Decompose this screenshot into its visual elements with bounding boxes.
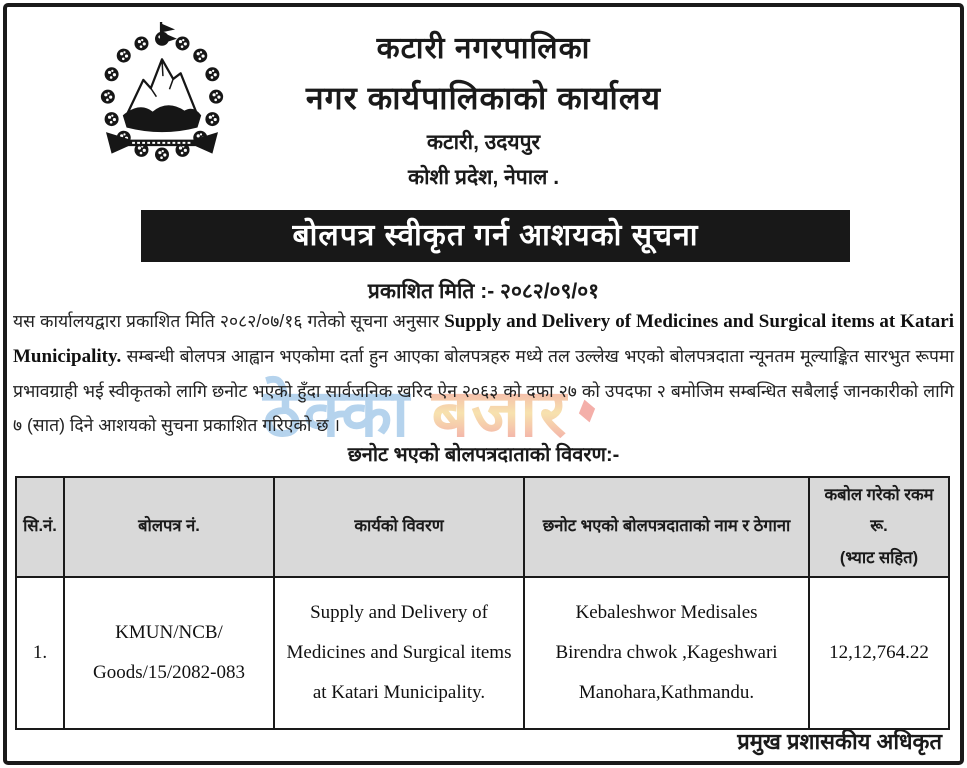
notice-body-paragraph: [13, 304, 954, 442]
bid-no-line1: KMUN/NCB/: [115, 622, 223, 644]
notice-title-banner: [141, 210, 850, 262]
signatory-title: प्रमुख प्रशासकीय अधिकृत: [737, 729, 942, 754]
selected-bidder-table: [15, 476, 950, 730]
bidder-line3: Manohara,Kathmandu.: [578, 681, 755, 703]
bidder-line2: Birendra chwok ,Kageshwari: [555, 642, 778, 664]
header-cell-work: कार्यको विवरण: [274, 477, 524, 577]
header-amount-line1: कबोल गरेको रकम रू.: [824, 486, 934, 536]
municipality-name: कटारी नगरपालिका: [376, 32, 591, 65]
header-cell-bidder: छनोट भएको बोलपत्रदाताको नाम र ठेगाना: [524, 477, 809, 577]
table-row: [16, 577, 949, 729]
cell-sn: 1.: [16, 577, 64, 729]
office-name: नगर कार्यपालिकाको कार्यालय: [305, 80, 662, 116]
header-cell-sn: सि.नं.: [16, 477, 64, 577]
watermark-word1: ठेक्का: [263, 376, 412, 450]
header-cell-amount: [809, 477, 949, 577]
office-location: कटारी, उदयपुर: [426, 131, 541, 154]
body-intro-np: यस कार्यालयद्वारा प्रकाशित मिति २०८२/०७/१६ गतेको सूचना अनुसार: [13, 311, 445, 331]
office-province: कोशी प्रदेश, नेपाल .: [407, 166, 560, 189]
body-rest-np: सम्बन्धी बोलपत्र आह्वान भएकोमा दर्ता हुन आएका बोलपत्रहरु मध्ये तल उल्लेख भएको बोलपत्रदाता न्यूनतम मूल्याङ्कित सारभुत रूपमा प्रभावग्राही भई स्वीकृतको लागि छनोट भएको हुँदा सार्वजनिक खरिद ऐन २०६३ को दफा २७ को उपदफा २ बमोजिम सम्बन्धित सबैलाई जानकारीको लागि ७ (सात) दिने आशयको सुचना प्रकाशित गरिएको छ ।: [13, 346, 954, 435]
cell-bidder-address: [524, 577, 809, 729]
bid-no-line2: Goods/15/2082-083: [93, 662, 245, 684]
cell-amount: 12,12,764.22: [809, 577, 949, 729]
published-date: प्रकाशित मिति :- २०८२/०९/०१: [367, 280, 600, 303]
body-subject-en: Supply and Delivery of Medicines and Surgical items at Katari Municipality.: [13, 311, 955, 367]
header-amount-line2: (भ्याट सहित): [839, 548, 919, 567]
cell-bid-no: [64, 577, 274, 729]
notice-title: बोलपत्र स्वीकृत गर्न आशयको सूचना: [292, 219, 699, 252]
table-header-row: [16, 477, 949, 577]
selected-bidder-section-heading: छनोट भएको बोलपत्रदाताको विवरण:-: [347, 444, 620, 466]
cell-work-description: Supply and Delivery of Medicines and Surgical items at Katari Municipality.: [274, 577, 524, 729]
header-cell-bid-no: बोलपत्र नं.: [64, 477, 274, 577]
bidder-line1: Kebaleshwor Medisales: [575, 602, 758, 624]
watermark-word2: बजार: [431, 376, 569, 450]
